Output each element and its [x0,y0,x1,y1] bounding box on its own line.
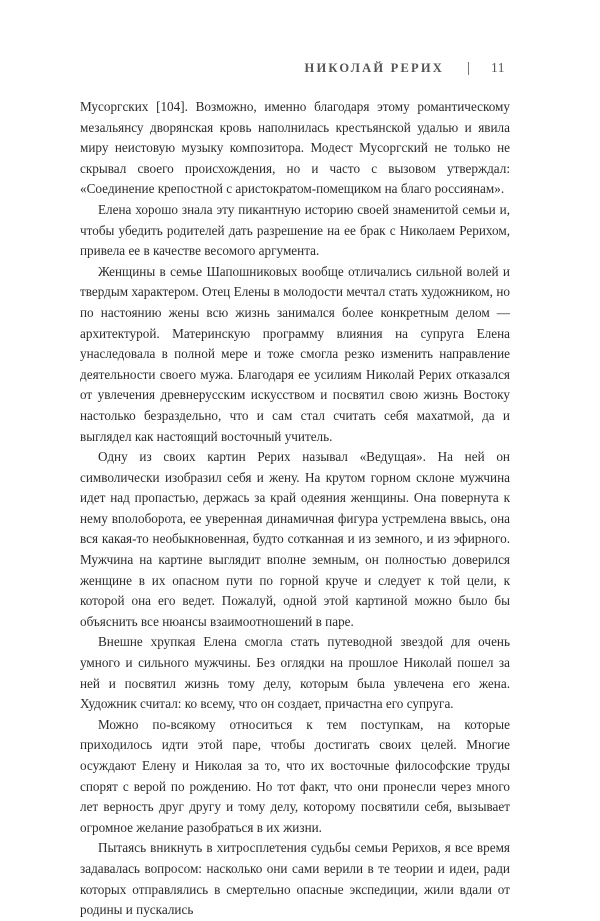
paragraph-4: Одну из своих картин Рерих называл «Ведущая». На ней он символически изобразил себя и жену. На крутом горном склоне мужчина идет над пропастью, держась за край одеяния женщины. Она повернута к нему вполоборота, ее уверенная динамичная фигура устремлена ввысь, она вся какая-то необыкновенная, будто сотканная и из земного, и из эфирного. Мужчина на картине выглядит вполне земным, он полностью доверился женщине в их опасном пути по горной круче и следует к той цели, к которой она его ведет. Пожалуй, одной этой картиной можно было бы объяснить все нюансы взаимоотношений в паре. [80,449,510,629]
paragraph-5: Внешне хрупкая Елена смогла стать путеводной звездой для очень умного и сильного мужчины. Без оглядки на прошлое Николай пошел за ней и посвятил жизнь тому делу, которым была увлечена его жена. Художник считал: ко всему, что он создает, причастна его супруга. [80,634,510,712]
paragraph-6: Можно по-всякому относиться к тем поступкам, на которые приходилось идти этой паре, чтобы достигать своих целей. Многие осуждают Елену и Николая за то, что их восточные философские труды спорят с верой по рождению. Но тот факт, что они пронесли через много лет верность друг другу и тому делу, которому посвятили себя, вызывает огромное желание разобраться в их жизни. [80,716,510,835]
page-body [80,97,510,921]
header-divider [468,62,469,75]
paragraph-7: Пытаясь вникнуть в хитросплетения судьбы семьи Рерихов, я все время задавалась вопросом: насколько они сами верили в те теории и идеи, ради которых отправлялись в смертельно опасные экспедиции, жили вдали от родины и пускались [80,840,510,918]
paragraph-3: Женщины в семье Шапошниковых вообще отличались сильной волей и твердым характером. Отец Елены в молодости мечтал стать художником, но по настоянию жены всю жизнь занимался более конкретным делом — архитектурой. Материнскую программу влияния на супруга Елена унаследовала в полной мере и тоже смогла резко изменить направление деятельности своего мужа. Благодаря ее усилиям Николай Рерих отказался от увлечения древнерусским искусством и посвятил свою жизнь Востоку настолько безраздельно, что и сам стал считать себя махатмой, да и выглядел как настоящий восточный учитель. [80,263,510,444]
paragraph-1: Мусоргских [104]. Возможно, именно благодаря этому романтическому мезальянсу дворянская кровь наполнилась крестьянской удалью и явила миру неистовую музыку композитора. Модест Мусоргский не только не скрывал своего происхождения, но и часто с вызовом утверждал: «Соединение крепостной с аристократом-помещиком на благо россиянам». [80,99,510,197]
page-number: 11 [491,60,505,75]
page-header [305,60,505,76]
paragraph-2: Елена хорошо знала эту пикантную историю своей знаменитой семьи и, чтобы убедить родителей дать разрешение на ее брак с Николаем Рерихом, привела ее в качестве весомого аргумента. [80,201,510,259]
running-title: НИКОЛАЙ РЕРИХ [304,60,444,75]
